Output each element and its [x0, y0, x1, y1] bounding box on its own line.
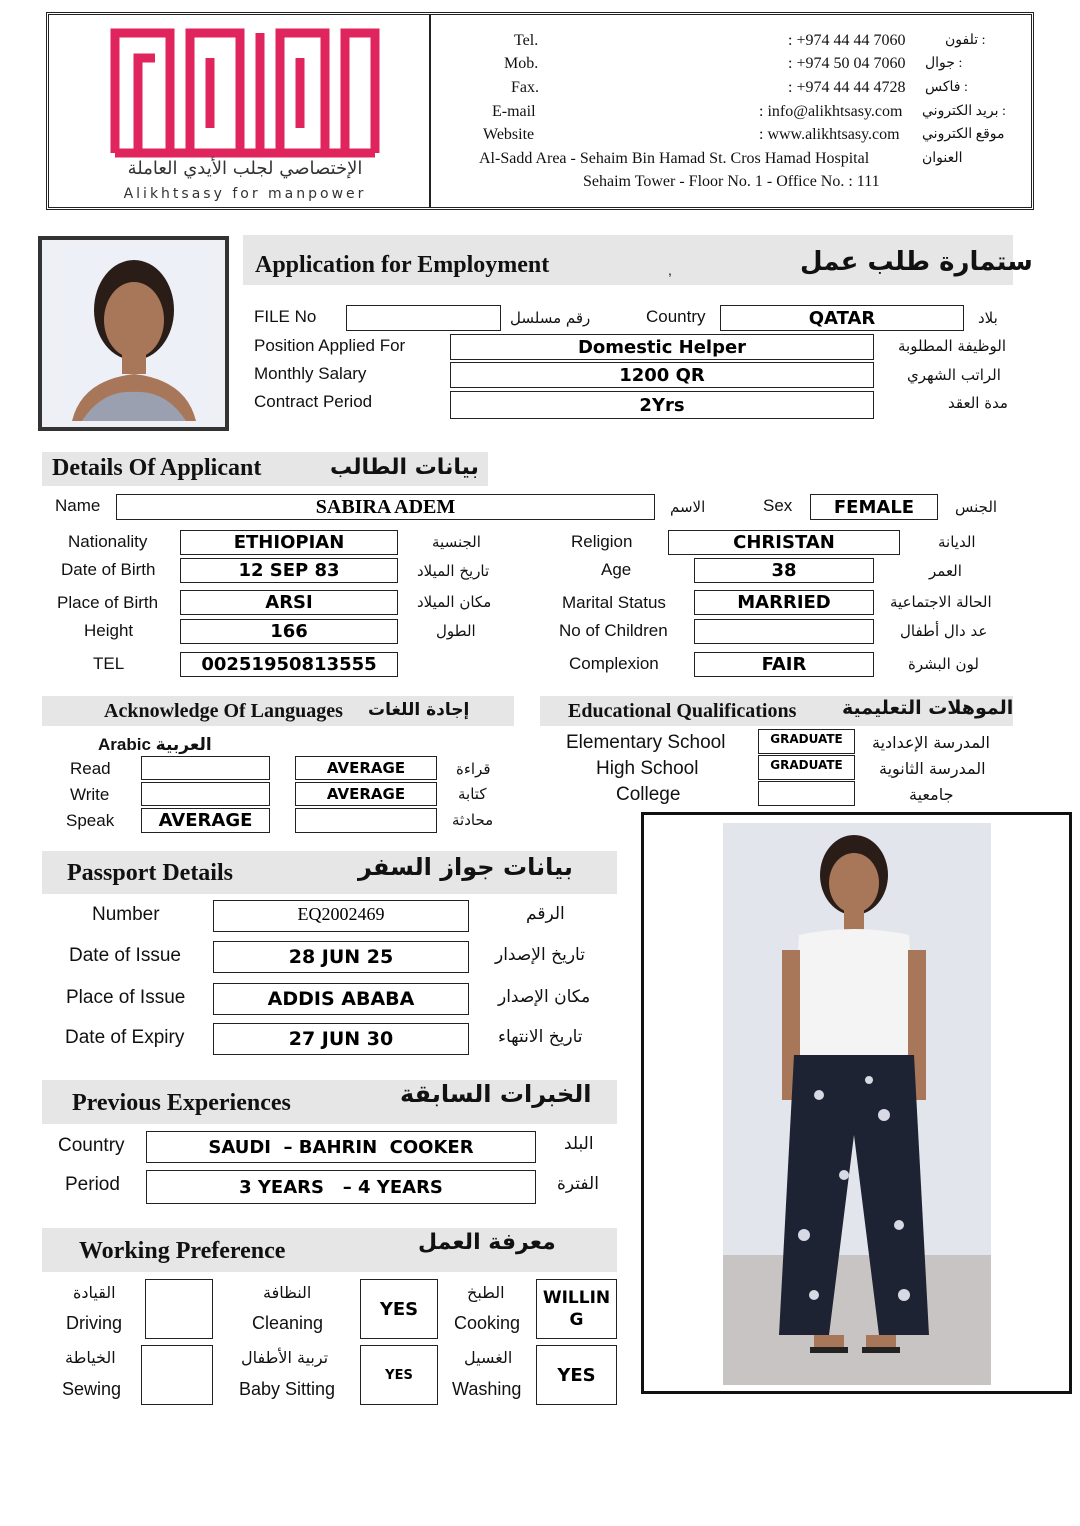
issue-date-label: Date of Issue: [69, 945, 181, 966]
baby-label-ar: تربية الأطفال: [241, 1348, 329, 1367]
contract-field: 2Yrs: [450, 391, 874, 419]
portrait-figure-icon: [42, 240, 225, 427]
name-label-ar: الاسم: [670, 498, 706, 516]
dob-label: Date of Birth: [61, 560, 156, 579]
pob-label-ar: مكان الميلاد: [417, 593, 492, 611]
sex-label-ar: الجنس: [955, 498, 998, 516]
education-title: Educational Qualifications: [568, 700, 797, 722]
issue-date-field: 28 JUN 25: [213, 941, 469, 973]
speak-label-ar: محادثة: [452, 811, 494, 829]
name-label: Name: [55, 496, 101, 515]
speak-label: Speak: [66, 811, 115, 830]
sewing-label-ar: الخياطة: [65, 1348, 116, 1367]
address-label-ar: العنوان: [922, 151, 963, 166]
elementary-label-ar: المدرسة الإعدادية: [872, 733, 990, 752]
driving-field: [145, 1279, 213, 1339]
contract-label-ar: مدة العقد: [948, 394, 1008, 412]
age-label-ar: العمر: [929, 562, 962, 580]
tel-label-ar: : تلفون: [945, 33, 986, 48]
arabic-label-ar: العربية: [155, 735, 212, 755]
college-label: College: [616, 784, 681, 805]
salary-label-ar: الراتب الشهري: [907, 366, 1001, 384]
expiry-field: 27 JUN 30: [213, 1023, 469, 1055]
sewing-label: Sewing: [62, 1379, 122, 1399]
address-line-2: Sehaim Tower - Floor No. 1 - Office No. : 111: [583, 173, 880, 190]
highschool-label-ar: المدرسة الثانوية: [879, 759, 986, 778]
letterhead-divider: [429, 14, 431, 208]
preference-title-ar: معرفة العمل: [418, 1230, 556, 1255]
logo-text-en: Alikhtsasy for manpower: [123, 186, 367, 202]
elementary-field: GRADUATE: [758, 729, 855, 754]
cleaning-field: YES: [360, 1279, 438, 1339]
passport-title: Passport Details: [67, 860, 233, 886]
issue-place-field: ADDIS ABABA: [213, 983, 469, 1015]
nationality-label: Nationality: [68, 532, 148, 551]
full-body-figure-icon: [644, 815, 1069, 1391]
position-field: Domestic Helper: [450, 334, 874, 360]
height-label: Height: [84, 621, 134, 640]
mob-label-ar: : جوال: [925, 56, 963, 71]
tel-label: TEL: [93, 654, 125, 673]
children-label: No of Children: [559, 621, 668, 640]
country-label: Country: [646, 307, 706, 326]
tel-field: 00251950813555: [180, 652, 398, 677]
dob-field: 12 SEP 83: [180, 558, 398, 583]
position-label-ar: الوظيفة المطلوبة: [898, 337, 1006, 355]
baby-field: YES: [360, 1345, 438, 1405]
salary-field: 1200 QR: [450, 362, 874, 388]
highschool-label: High School: [596, 758, 699, 779]
dob-label-ar: تاريخ الميلاد: [417, 562, 490, 580]
expiry-label-ar: تاريخ الانتهاء: [498, 1027, 583, 1047]
website-label: Website: [483, 126, 535, 143]
washing-field: YES: [536, 1345, 617, 1405]
cleaning-label: Cleaning: [252, 1313, 324, 1333]
write-label: Write: [70, 785, 110, 804]
passport-number-label-ar: الرقم: [526, 904, 565, 924]
exp-period-label-ar: الفترة: [557, 1174, 599, 1194]
cooking-label-ar: الطبخ: [467, 1283, 505, 1302]
college-field: [758, 781, 855, 806]
languages-title-ar: إجادة اللغات: [368, 700, 470, 720]
sex-field: FEMALE: [810, 494, 938, 520]
religion-label-ar: الديانة: [938, 533, 976, 551]
religion-field: CHRISTAN: [668, 530, 900, 555]
fax-value: : +974 44 44 4728: [788, 79, 906, 96]
exp-country-field: SAUDI – BAHRIN COOKER: [146, 1131, 536, 1163]
education-title-ar: الموهلات التعليمية: [842, 697, 1014, 719]
highschool-field: GRADUATE: [758, 755, 855, 780]
elementary-label: Elementary School: [566, 732, 726, 753]
details-title: Details Of Applicant: [52, 455, 262, 481]
pob-field: ARSI: [180, 590, 398, 615]
details-title-ar: بيانات الطالب: [330, 455, 479, 480]
write-arabic-field: [141, 782, 270, 806]
email-label-ar: : بريد الكتروني: [922, 104, 1006, 119]
issue-place-label: Place of Issue: [66, 987, 186, 1008]
marital-label: Marital Status: [562, 593, 666, 612]
read-english-field: AVERAGE: [295, 756, 437, 780]
file-no-label-ar: رقم مسلسل: [510, 309, 591, 327]
address-line-1: Al-Sadd Area - Sehaim Bin Hamad St. Cros Hamad Hospital: [479, 150, 870, 167]
washing-label: Washing: [452, 1379, 522, 1399]
applicant-full-photo: [641, 812, 1072, 1394]
religion-label: Religion: [571, 532, 633, 551]
email-label: E-mail: [492, 103, 536, 120]
expiry-label: Date of Expiry: [65, 1027, 185, 1048]
pob-label: Place of Birth: [57, 593, 159, 612]
age-label: Age: [601, 560, 632, 579]
application-title: Application for Employment: [255, 252, 550, 278]
salary-label: Monthly Salary: [254, 364, 367, 383]
children-field: [694, 619, 874, 644]
issue-date-label-ar: تاريخ الإصدار: [495, 945, 585, 965]
logo-mark-icon: [100, 18, 390, 158]
applicant-portrait: [38, 236, 229, 431]
nationality-label-ar: الجنسية: [432, 533, 481, 551]
tel-value: : +974 44 44 7060: [788, 32, 906, 49]
experience-title-ar: الخبرات السابقة: [400, 1080, 592, 1108]
height-field: 166: [180, 619, 398, 644]
speak-english-field: [295, 808, 437, 833]
exp-country-label-ar: البلد: [564, 1134, 594, 1154]
company-logo: [100, 18, 390, 208]
complexion-label: Complexion: [569, 654, 659, 673]
sewing-field: [141, 1345, 213, 1405]
cooking-field: [536, 1279, 617, 1339]
contract-label: Contract Period: [254, 392, 373, 411]
exp-country-label: Country: [58, 1135, 125, 1156]
complexion-field: FAIR: [694, 652, 874, 677]
arabic-label: Arabic: [98, 735, 151, 754]
file-no-field: [346, 305, 501, 331]
cooking-value-line-2: G: [569, 1310, 584, 1330]
title-comma: ,: [668, 262, 672, 278]
cooking-value-line-1: WILLIN: [542, 1288, 611, 1308]
issue-place-label-ar: مكان الإصدار: [498, 987, 591, 1007]
cooking-label: Cooking: [454, 1313, 521, 1333]
email-value: : info@alikhtsasy.com: [759, 103, 903, 120]
arabic-heading: [98, 735, 212, 755]
baby-label: Baby Sitting: [239, 1379, 336, 1399]
speak-arabic-field: AVERAGE: [141, 808, 270, 833]
languages-title: Acknowledge Of Languages: [104, 700, 343, 722]
read-label-ar: قراءة: [456, 760, 491, 778]
height-label-ar: الطول: [436, 622, 476, 640]
age-field: 38: [694, 558, 874, 583]
marital-label-ar: الحالة الاجتماعية: [890, 593, 992, 611]
exp-period-field: 3 YEARS – 4 YEARS: [146, 1170, 536, 1204]
fax-label: Fax.: [511, 79, 539, 96]
passport-number-label: Number: [92, 904, 160, 925]
read-label: Read: [70, 759, 111, 778]
country-field: QATAR: [720, 305, 964, 331]
washing-label-ar: الغسيل: [464, 1348, 513, 1367]
college-label-ar: جامعية: [909, 785, 954, 804]
write-english-field: AVERAGE: [295, 782, 437, 806]
sex-label: Sex: [763, 496, 793, 515]
logo-text-ar: الإختصاصي لجلب الأيدي العاملة: [127, 158, 363, 179]
name-field: SABIRA ADEM: [116, 494, 655, 520]
mob-value: : +974 50 04 7060: [788, 55, 906, 72]
position-label: Position Applied For: [254, 336, 406, 355]
driving-label: Driving: [66, 1313, 123, 1333]
write-label-ar: كتابة: [458, 785, 487, 803]
application-title-ar: ستمارة طلب عمل: [800, 247, 1033, 277]
fax-label-ar: : فاكس: [925, 80, 968, 95]
mob-label: Mob.: [504, 55, 539, 72]
passport-title-ar: بيانات جواز السفر: [358, 853, 573, 881]
website-label-ar: موقع الكتروني: [922, 127, 1005, 142]
nationality-field: ETHIOPIAN: [180, 530, 398, 555]
tel-label: Tel.: [514, 32, 539, 49]
complexion-label-ar: لون البشرة: [908, 655, 979, 673]
website-value: : www.alikhtsasy.com: [759, 126, 900, 143]
preference-title: Working Preference: [79, 1238, 286, 1264]
file-no-label: FILE No: [254, 307, 317, 326]
driving-label-ar: القيادة: [73, 1283, 116, 1302]
experience-title: Previous Experiences: [72, 1090, 291, 1116]
country-label-ar: بلاد: [978, 309, 998, 327]
exp-period-label: Period: [65, 1174, 120, 1195]
cleaning-label-ar: النظافة: [263, 1283, 312, 1302]
marital-field: MARRIED: [694, 590, 874, 615]
read-arabic-field: [141, 756, 270, 780]
passport-number-field: EQ2002469: [213, 900, 469, 932]
children-label-ar: عد دال أطفال: [900, 622, 988, 640]
